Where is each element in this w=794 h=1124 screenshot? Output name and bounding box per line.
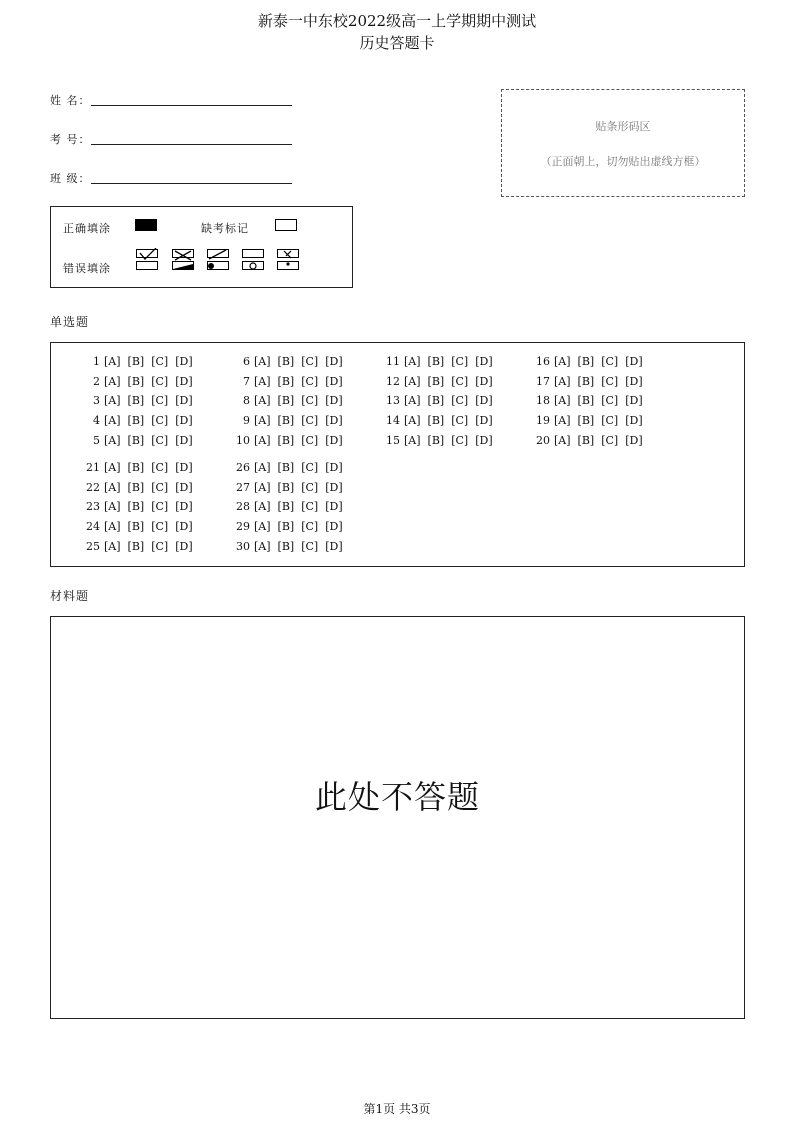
absent-mark-box[interactable] — [275, 219, 298, 232]
answer-option-d[interactable]: [D] — [625, 355, 643, 368]
answer-option-d[interactable]: [D] — [325, 480, 343, 494]
question-row — [243, 394, 350, 410]
absent-mark-label: 缺考标记 — [201, 222, 249, 235]
exam-subtitle: 历史答题卡 — [359, 34, 435, 52]
question-number: 23 — [86, 500, 100, 514]
mcq-section-title: 单选题 — [50, 315, 90, 329]
answer-option-c[interactable]: [C] — [301, 433, 319, 447]
question-row — [86, 480, 200, 497]
answer-option-b[interactable]: [B] — [127, 374, 145, 388]
answer-option-a[interactable]: [A] — [104, 461, 121, 474]
answer-option-b[interactable]: [B] — [427, 433, 445, 447]
answer-option-a[interactable]: [A] — [104, 520, 121, 534]
answer-option-c[interactable]: [C] — [451, 355, 469, 368]
no-answer-notice: 此处不答题 — [314, 778, 480, 816]
question-number: 30 — [236, 539, 250, 553]
question-number: 24 — [86, 520, 100, 534]
wrong-fill-example-circle-icon — [241, 248, 265, 272]
question-row — [536, 394, 650, 410]
answer-option-a[interactable]: [A] — [554, 394, 571, 408]
correct-fill-label: 正确填涂 — [63, 222, 111, 235]
answer-option-c[interactable]: [C] — [601, 414, 619, 428]
answer-option-b[interactable]: [B] — [127, 480, 145, 494]
question-number: 8 — [243, 394, 250, 408]
question-row — [93, 414, 200, 430]
answer-option-c[interactable]: [C] — [151, 355, 169, 368]
answer-option-a[interactable]: [A] — [554, 355, 571, 368]
answer-option-a[interactable]: [A] — [254, 539, 271, 553]
question-row — [236, 500, 350, 516]
answer-option-a[interactable]: [A] — [404, 374, 421, 388]
answer-option-b[interactable]: [B] — [127, 414, 145, 428]
answer-option-b[interactable]: [B] — [277, 394, 295, 408]
question-number: 17 — [536, 374, 550, 388]
name-line[interactable] — [91, 105, 292, 106]
answer-option-a[interactable]: [A] — [254, 520, 271, 534]
wrong-fill-example-slash-icon — [206, 248, 230, 272]
answer-option-a[interactable]: [A] — [254, 374, 271, 388]
answer-option-d[interactable]: [D] — [325, 355, 343, 368]
question-number: 10 — [236, 433, 250, 447]
question-number: 2 — [93, 374, 100, 388]
question-number: 1 — [93, 355, 100, 368]
question-row — [86, 520, 200, 536]
answer-option-d[interactable]: [D] — [325, 374, 343, 388]
question-row — [536, 414, 650, 430]
answer-option-a[interactable]: [A] — [254, 461, 271, 474]
question-row — [243, 374, 350, 391]
answer-option-d[interactable]: [D] — [175, 433, 193, 447]
barcode-note: （正面朝上，切勿贴出虚线方框） — [540, 155, 706, 168]
question-number: 12 — [386, 374, 400, 388]
question-number: 9 — [243, 414, 250, 428]
question-row — [243, 355, 350, 371]
answer-option-d[interactable]: [D] — [175, 480, 193, 494]
answer-option-c[interactable]: [C] — [301, 394, 319, 408]
answer-option-a[interactable]: [A] — [104, 355, 121, 368]
answer-option-c[interactable]: [C] — [301, 374, 319, 388]
answer-option-d[interactable]: [D] — [175, 355, 193, 368]
answer-option-d[interactable]: [D] — [475, 433, 493, 447]
question-number: 6 — [243, 355, 250, 368]
answer-option-d[interactable]: [D] — [325, 520, 343, 534]
answer-option-a[interactable]: [A] — [404, 414, 421, 428]
wrong-fill-example-cross-icon — [171, 248, 195, 272]
answer-option-d[interactable]: [D] — [625, 414, 643, 428]
exam-number-line[interactable] — [91, 144, 292, 145]
answer-option-c[interactable]: [C] — [151, 394, 169, 408]
answer-option-d[interactable]: [D] — [625, 433, 643, 447]
exam-number-label: 考 号： — [50, 133, 91, 146]
question-number: 3 — [93, 394, 100, 408]
question-number: 21 — [86, 461, 100, 474]
answer-option-c[interactable]: [C] — [151, 433, 169, 447]
question-row — [243, 414, 350, 430]
answer-option-b[interactable]: [B] — [577, 433, 595, 447]
question-number: 27 — [236, 480, 250, 494]
answer-option-d[interactable]: [D] — [175, 539, 193, 553]
answer-option-b[interactable]: [B] — [427, 374, 445, 388]
question-row — [236, 461, 350, 477]
answer-option-c[interactable]: [C] — [151, 539, 169, 553]
answer-option-c[interactable]: [C] — [601, 433, 619, 447]
answer-option-a[interactable]: [A] — [404, 433, 421, 447]
question-row — [236, 433, 350, 450]
answer-option-b[interactable]: [B] — [127, 461, 145, 474]
answer-option-c[interactable]: [C] — [151, 520, 169, 534]
answer-option-d[interactable]: [D] — [475, 394, 493, 408]
wrong-fill-example-dot-icon — [276, 248, 300, 272]
answer-option-b[interactable]: [B] — [277, 500, 295, 514]
barcode-area — [501, 89, 745, 197]
answer-option-d[interactable]: [D] — [325, 414, 343, 428]
answer-option-a[interactable]: [A] — [104, 414, 121, 428]
answer-option-b[interactable]: [B] — [127, 355, 145, 368]
answer-option-a[interactable]: [A] — [104, 480, 121, 494]
answer-option-b[interactable]: [B] — [127, 433, 145, 447]
question-number: 28 — [236, 500, 250, 514]
question-row — [236, 539, 350, 556]
mcq-answer-area — [50, 342, 745, 567]
answer-option-c[interactable]: [C] — [601, 374, 619, 388]
answer-option-c[interactable]: [C] — [451, 414, 469, 428]
answer-option-a[interactable]: [A] — [404, 355, 421, 368]
answer-option-b[interactable]: [B] — [277, 520, 295, 534]
question-number: 4 — [93, 414, 100, 428]
answer-option-b[interactable]: [B] — [427, 414, 445, 428]
answer-option-c[interactable]: [C] — [451, 394, 469, 408]
answer-option-a[interactable]: [A] — [104, 539, 121, 553]
barcode-title: 贴条形码区 — [595, 120, 651, 133]
answer-option-b[interactable]: [B] — [277, 461, 295, 474]
answer-option-c[interactable]: [C] — [151, 414, 169, 428]
answer-option-d[interactable]: [D] — [325, 433, 343, 447]
answer-option-a[interactable]: [A] — [104, 394, 121, 408]
question-row — [536, 374, 650, 391]
question-row — [386, 414, 500, 430]
question-row — [93, 433, 200, 450]
answer-option-c[interactable]: [C] — [301, 461, 319, 474]
answer-option-c[interactable]: [C] — [601, 355, 619, 368]
question-row — [536, 355, 650, 371]
answer-option-a[interactable]: [A] — [254, 355, 271, 368]
question-row — [236, 520, 350, 536]
material-answer-area — [50, 616, 745, 1019]
question-row — [93, 355, 200, 371]
question-number: 25 — [86, 539, 100, 553]
question-row — [386, 433, 500, 450]
answer-option-d[interactable]: [D] — [625, 394, 643, 408]
answer-option-b[interactable]: [B] — [277, 374, 295, 388]
answer-option-b[interactable]: [B] — [277, 414, 295, 428]
answer-option-b[interactable]: [B] — [427, 355, 445, 368]
question-row — [386, 394, 500, 410]
question-row — [236, 480, 350, 497]
answer-option-b[interactable]: [B] — [277, 433, 295, 447]
answer-option-b[interactable]: [B] — [127, 539, 145, 553]
answer-option-a[interactable]: [A] — [554, 374, 571, 388]
answer-option-d[interactable]: [D] — [475, 374, 493, 388]
question-number: 22 — [86, 480, 100, 494]
answer-option-b[interactable]: [B] — [127, 500, 145, 514]
material-section-title: 材料题 — [50, 589, 90, 603]
answer-option-c[interactable]: [C] — [301, 539, 319, 553]
answer-option-a[interactable]: [A] — [104, 500, 121, 514]
question-number: 16 — [536, 355, 550, 368]
question-row — [86, 461, 200, 477]
answer-option-a[interactable]: [A] — [254, 480, 271, 494]
answer-option-a[interactable]: [A] — [254, 433, 271, 447]
question-number: 11 — [386, 355, 400, 368]
answer-option-c[interactable]: [C] — [301, 414, 319, 428]
answer-option-b[interactable]: [B] — [127, 520, 145, 534]
answer-option-b[interactable]: [B] — [277, 480, 295, 494]
answer-option-a[interactable]: [A] — [554, 433, 571, 447]
question-number: 18 — [536, 394, 550, 408]
question-number: 19 — [536, 414, 550, 428]
answer-option-b[interactable]: [B] — [577, 374, 595, 388]
class-line[interactable] — [91, 183, 292, 184]
question-row — [386, 374, 500, 391]
question-number: 15 — [386, 433, 400, 447]
answer-option-d[interactable]: [D] — [175, 374, 193, 388]
answer-option-c[interactable]: [C] — [301, 480, 319, 494]
answer-option-d[interactable]: [D] — [325, 500, 343, 514]
correct-fill-icon — [135, 219, 158, 232]
answer-option-a[interactable]: [A] — [254, 394, 271, 408]
question-row — [93, 394, 200, 410]
answer-option-c[interactable]: [C] — [301, 500, 319, 514]
page-footer: 第1页 共3页 — [363, 1102, 431, 1116]
question-row — [86, 539, 200, 556]
answer-option-a[interactable]: [A] — [254, 414, 271, 428]
question-row — [86, 500, 200, 516]
name-label: 姓 名： — [50, 94, 91, 107]
question-number: 5 — [93, 433, 100, 447]
answer-option-b[interactable]: [B] — [577, 355, 595, 368]
answer-option-b[interactable]: [B] — [277, 539, 295, 553]
answer-option-a[interactable]: [A] — [404, 394, 421, 408]
question-number: 13 — [386, 394, 400, 408]
question-number: 7 — [243, 374, 250, 388]
answer-option-a[interactable]: [A] — [104, 374, 121, 388]
wrong-fill-example-check-icon — [135, 248, 159, 272]
answer-option-c[interactable]: [C] — [451, 433, 469, 447]
answer-option-b[interactable]: [B] — [127, 394, 145, 408]
answer-option-c[interactable]: [C] — [151, 461, 169, 474]
exam-title: 新泰一中东校2022级高一上学期期中测试 — [257, 12, 537, 30]
answer-option-d[interactable]: [D] — [625, 374, 643, 388]
answer-option-d[interactable]: [D] — [175, 520, 193, 534]
question-row — [386, 355, 500, 371]
answer-option-c[interactable]: [C] — [151, 374, 169, 388]
answer-option-d[interactable]: [D] — [475, 414, 493, 428]
answer-option-d[interactable]: [D] — [325, 539, 343, 553]
answer-option-c[interactable]: [C] — [151, 480, 169, 494]
question-row — [536, 433, 650, 450]
answer-option-a[interactable]: [A] — [554, 414, 571, 428]
answer-option-b[interactable]: [B] — [277, 355, 295, 368]
answer-option-d[interactable]: [D] — [175, 394, 193, 408]
answer-option-d[interactable]: [D] — [175, 461, 193, 474]
answer-option-b[interactable]: [B] — [577, 394, 595, 408]
question-number: 26 — [236, 461, 250, 474]
answer-option-b[interactable]: [B] — [427, 394, 445, 408]
answer-option-c[interactable]: [C] — [301, 355, 319, 368]
answer-option-d[interactable]: [D] — [325, 461, 343, 474]
fill-legend — [50, 206, 353, 288]
question-row — [93, 374, 200, 391]
answer-option-d[interactable]: [D] — [175, 500, 193, 514]
answer-option-a[interactable]: [A] — [254, 500, 271, 514]
answer-option-c[interactable]: [C] — [151, 500, 169, 514]
answer-option-c[interactable]: [C] — [601, 394, 619, 408]
answer-option-c[interactable]: [C] — [451, 374, 469, 388]
answer-option-d[interactable]: [D] — [175, 414, 193, 428]
question-number: 14 — [386, 414, 400, 428]
answer-option-d[interactable]: [D] — [325, 394, 343, 408]
class-label: 班 级： — [50, 172, 91, 185]
answer-option-c[interactable]: [C] — [301, 520, 319, 534]
answer-option-b[interactable]: [B] — [577, 414, 595, 428]
question-number: 20 — [536, 433, 550, 447]
answer-option-a[interactable]: [A] — [104, 433, 121, 447]
wrong-fill-label: 错误填涂 — [63, 262, 111, 275]
answer-option-d[interactable]: [D] — [475, 355, 493, 368]
question-number: 29 — [236, 520, 250, 534]
